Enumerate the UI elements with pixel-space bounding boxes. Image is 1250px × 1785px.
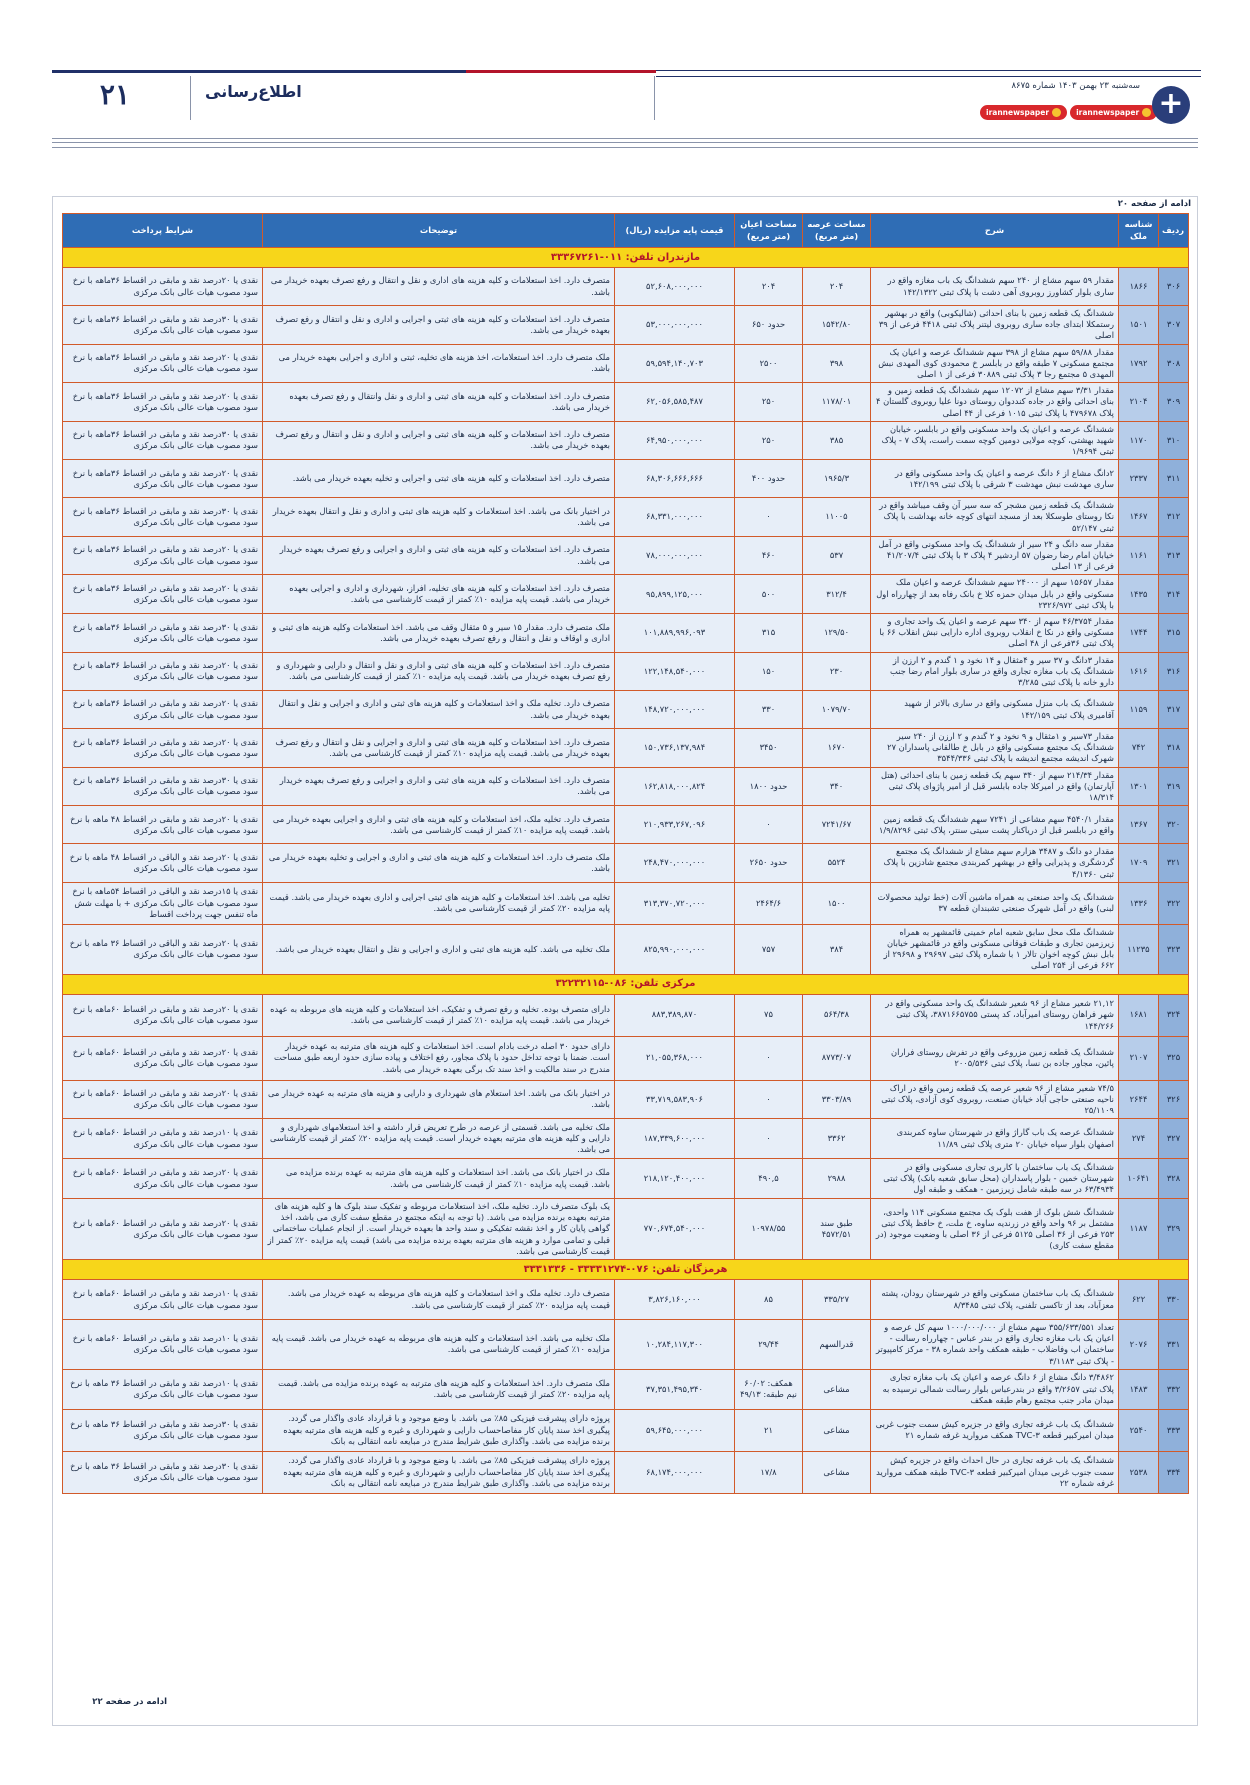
row-number: ۳۱۶ — [1159, 652, 1189, 691]
property-description: ۲دانگ مشاع از ۶ دانگ عرصه و اعیان یک واحد مسکونی واقع در ساری مهدشت نبش مهدشت ۳ شرقی با پلاک ثبتی ۱۴۲/۱۹۹ — [871, 460, 1119, 498]
building-area: ۰ — [735, 1036, 803, 1080]
newspaper-logo-icon: + — [1152, 86, 1190, 124]
payment-terms: نقدی یا ۳۰درصد نقد و مابقی در اقساط ۳۶ ماهه با نرخ سود مصوب هیات عالی بانک مرکزی — [63, 1451, 263, 1493]
row-number: ۳۲۹ — [1159, 1199, 1189, 1260]
table-row — [63, 691, 1189, 729]
building-area: ۱۷/۸ — [735, 1451, 803, 1493]
payment-terms: نقدی یا ۱۵درصد نقد و الباقی در اقساط ۵۴ماهه با نرخ سود مصوب هیات عالی بانک مرکزی + با مهلت شش ماه تنفس جهت پرداخت اقساط — [63, 882, 263, 924]
property-description: ششدانگ یک قطعه زمین مزروعی واقع در تفرش روستای فراران پائین، مجاور جاده بن نسا، پلاک ثبتی ۲۰۰۵/۵۳۶ — [871, 1036, 1119, 1080]
building-area: ۷۵ — [735, 994, 803, 1036]
property-notes: ملک متصرف دارد. اخذ استعلامات و کلیه هزینه های ثبتی و اداری و اجرایی و تخلیه بعهده خریدار می باشد. — [263, 844, 615, 883]
payment-terms: نقدی یا ۲۰درصد نقد و الباقی در اقساط ۴۸ ماهه با نرخ سود مصوب هیات عالی بانک مرکزی — [63, 844, 263, 883]
table-row — [63, 924, 1189, 974]
building-area: همکف: ۶۰/۰۲ نیم طبقه: ۴۹/۱۳ — [735, 1369, 803, 1409]
property-description: ششدانگ شش بلوک از هفت بلوک یک مجتمع مسکونی ۱۱۴ واحدی، مشتمل بر ۹۶ واحد واقع در زرندیه ساوه، خ ملت، خ حافظ پلاک ثبتی ۲۵۳ فرعی از ۳۶ اصلی ۵۱۲۵ فرعی از ۳۶ اصلی با وضعیت موجود (در مقطع سفت کاری) — [871, 1199, 1119, 1260]
property-description: مقدار ۳/۳۱ سهم مشاع از ۱۲۰۷۲ سهم ششدانگ یک قطعه زمین و بنای احداثی واقع در جاده کنددوان روستای دونا علیا روبروی گلستان ۴ پلاک ۴۷۹۶۷۸ با پلاک ثبتی ۱۰۱۵ فرعی از ۴۴ اصلی — [871, 383, 1119, 422]
row-number: ۳۲۵ — [1159, 1036, 1189, 1080]
base-price: ۱۰۱,۸۸۹,۹۹۶,۰۹۳ — [615, 613, 735, 652]
property-notes: متصرف دارد. اخذ استعلامات و کلیه هزینه های ثبتی و اداری و اجرایی و رفع تصرف بعهده خریدار می باشد. — [263, 767, 615, 806]
building-area: ۳۳۰ — [735, 691, 803, 729]
payment-terms: نقدی یا ۲۰درصد نقد و مابقی در اقساط ۶۰ماهه با نرخ سود مصوب هیات عالی بانک مرکزی — [63, 1036, 263, 1080]
property-notes: متصرف دارد. اخذ استعلامات و کلیه هزینه های اداری و نقل و انتقال و رفع تصرف بعهده خریدار می باشد. — [263, 268, 615, 306]
property-description: ششدانگ ملک محل سابق شعبه امام خمینی قائمشهر به همراه زیرزمین تجاری و طبقات فوقانی مسکونی واقع در قائمشهر خیابان بابل نبش کوچه اخوان تالار ۱ با شماره پلاک ثبتی ۲۹۶۹۷ و ۲۹۶۹۸ از ۶۶۲ فرعی از ۲۵۴ اصلی — [871, 924, 1119, 974]
table-row — [63, 613, 1189, 652]
table-row — [63, 536, 1189, 575]
property-id: ۷۴۲ — [1119, 729, 1159, 768]
table-row — [63, 268, 1189, 306]
table-row — [63, 844, 1189, 883]
land-area: ۱۶۷۰ — [803, 729, 871, 768]
row-number: ۳۱۰ — [1159, 421, 1189, 460]
land-area: ۵۵۲۴ — [803, 844, 871, 883]
property-id: ۱۱۷۰ — [1119, 421, 1159, 460]
building-area: ۰ — [735, 1080, 803, 1119]
land-area: ۱۹۶۵/۳ — [803, 460, 871, 498]
property-description: مقدار ۵۹ سهم مشاع از ۲۴۰ سهم ششدانگ یک باب مغازه واقع در ساری بلوار کشاورز روبروی آهی دشت با پلاک ثبتی ۱۴۲/۱۳۲۲ — [871, 268, 1119, 306]
property-id: ۱۴۶۷ — [1119, 498, 1159, 537]
building-area: ۲۵۰ — [735, 383, 803, 422]
table-header — [63, 214, 1189, 248]
building-area: ۰ — [735, 498, 803, 537]
table-row — [63, 1080, 1189, 1119]
property-notes: ملک تخلیه می باشد. قسمتی از عرصه در طرح تعریض قرار داشته و اخذ استعلامهای شهرداری و دارایی و کلیه هزینه های مترتبه بعهده خریدار است. قیمت پایه مزایده ۲۰٪ کمتر از قیمت کارشناسی می باشد. — [263, 1119, 615, 1159]
row-number: ۳۲۱ — [1159, 844, 1189, 883]
row-number: ۳۱۵ — [1159, 613, 1189, 652]
payment-terms: نقدی یا ۳۰درصد نقد و مابقی در اقساط ۳۶ماهه با نرخ سود مصوب هیات عالی بانک مرکزی — [63, 498, 263, 537]
base-price: ۱۰,۲۸۴,۱۱۷,۳۰۰ — [615, 1320, 735, 1370]
building-area: ۸۵ — [735, 1280, 803, 1320]
row-number: ۳۲۰ — [1159, 806, 1189, 844]
land-area: مشاعی — [803, 1369, 871, 1409]
row-number: ۳۰۷ — [1159, 306, 1189, 345]
base-price: ۱۴۸,۷۲۰,۰۰۰,۰۰۰ — [615, 691, 735, 729]
section-title: اطلاع‌رسانی — [205, 82, 302, 101]
property-description: مقدار دو دانگ و ۳۴۸۷ هزارم سهم مشاع از ششدانگ یک مجتمع گردشگری و پذیرایی واقع در بهشهر کمربندی مجتمع شادزین با پلاک ثبتی ۴/۱۳۶۰ — [871, 844, 1119, 883]
property-notes: متصرف دارد. اخذ استعلامات و کلیه هزینه های ثبتی و اداری و اجرایی و نقل و انتقال و رفع تصرف بعهده خریدار می باشد. قیمت پایه مزایده ۱۰٪ کمتر از قیمت کارشناسی می باشد. — [263, 729, 615, 768]
property-id: ۱۴۳۵ — [1119, 575, 1159, 614]
table-row — [63, 806, 1189, 844]
land-area: ۲۹۸۸ — [803, 1159, 871, 1199]
row-number: ۳۱۸ — [1159, 729, 1189, 768]
payment-terms: نقدی یا ۲۰درصد نقد و مابقی در اقساط ۶۰ماهه با نرخ سود مصوب هیات عالی بانک مرکزی — [63, 1080, 263, 1119]
table-row — [63, 994, 1189, 1036]
payment-terms: نقدی یا ۱۰درصد نقد و مابقی در اقساط ۳۶ ماهه با نرخ سود مصوب هیات عالی بانک مرکزی — [63, 1369, 263, 1409]
row-number: ۳۲۴ — [1159, 994, 1189, 1036]
header-rule-left — [52, 70, 466, 73]
property-id: ۱۱۲۳۵ — [1119, 924, 1159, 974]
payment-terms: نقدی یا ۲۰درصد نقد و مابقی در اقساط ۳۶ماهه با نرخ سود مصوب هیات عالی بانک مرکزی — [63, 691, 263, 729]
base-price: ۹۵,۸۹۹,۱۲۵,۰۰۰ — [615, 575, 735, 614]
payment-terms: نقدی یا ۲۰درصد نقد و مابقی در اقساط ۴۸ ماهه با نرخ سود مصوب هیات عالی بانک مرکزی — [63, 806, 263, 844]
row-number: ۳۱۷ — [1159, 691, 1189, 729]
table-row — [63, 1280, 1189, 1320]
property-description: ۷۴/۵ شعیر مشاع از ۹۶ شعیر عرصه یک قطعه زمین واقع در اراک ناحیه صنعتی حاجی آباد خیابان صنعت، روبروی کوی آزادی، پلاک ثبتی ۲۵/۱۱۰۹ — [871, 1080, 1119, 1119]
property-id: ۱۸۶۶ — [1119, 268, 1159, 306]
base-price: ۳۱۳,۳۷۰,۷۲۰,۰۰۰ — [615, 882, 735, 924]
table-row — [63, 1036, 1189, 1080]
row-number: ۳۲۸ — [1159, 1159, 1189, 1199]
property-id: ۲۰۷۶ — [1119, 1320, 1159, 1370]
property-description: مقدار ۱۵۶۵۷ سهم از ۲۴۰۰۰ سهم ششدانگ عرصه و اعیان ملک مسکونی واقع در بابل میدان حمزه کلا خ بانک رفاه بعد از چهارراه اول با پلاک ثبتی ۲۳۲۶/۹۷۲ — [871, 575, 1119, 614]
land-area: مشاعی — [803, 1409, 871, 1451]
property-id: ۱۶۱۶ — [1119, 652, 1159, 691]
base-price: ۶۲,۰۵۶,۵۸۵,۴۸۷ — [615, 383, 735, 422]
property-notes: متصرف دارد. اخذ استعلامات و کلیه هزینه های ثبتی و اداری و اجرایی و رفع تصرف بعهده خریدار می باشد. — [263, 536, 615, 575]
page-number: ۲۱ — [99, 78, 130, 111]
base-price: ۵۳,۰۰۰,۰۰۰,۰۰۰ — [615, 306, 735, 345]
property-description: ششدانگ یک قطعه زمین با بنای احداثی (شالیکوبی) واقع در بهشهر رستمکلا ابتدای جاده ساری روبروی لیتنر پلاک ثبتی ۴۴۱۸ فرعی از ۳۹ اصلی — [871, 306, 1119, 345]
building-area: ۲۵۰ — [735, 421, 803, 460]
property-id: ۲۶۴۴ — [1119, 1080, 1159, 1119]
property-description: ۲۱,۱۲ شعیر مشاع از ۹۶ شعیر ششدانگ یک واحد مسکونی واقع در شهر فراهان روستای امیرآباد، کد پستی ۳۸۷۱۶۶۵۷۵۵، پلاک ثبتی ۱۴۴/۲۶۶ — [871, 994, 1119, 1036]
table-row — [63, 767, 1189, 806]
column-header: شناسه ملک — [1119, 214, 1159, 248]
header-divider — [190, 76, 191, 120]
table-row — [63, 882, 1189, 924]
payment-terms: نقدی یا ۲۰درصد نقد و الباقی در اقساط ۳۶ ماهه با نرخ سود مصوب هیات عالی بانک مرکزی — [63, 924, 263, 974]
building-area: ۲۹/۴۴ — [735, 1320, 803, 1370]
property-description: ششدانگ یک باب ساختمان با کاربری تجاری مسکونی واقع در شهرستان خمین - بلوار پاسداران (محل سابق شعبه بانک) پلاک ثبتی ۶۳/۴۹۳۴ در سه طبقه شامل زیرزمین - همکف و طبقه اول — [871, 1159, 1119, 1199]
property-notes: یک بلوک متصرف دارد. تخلیه ملک، اخذ استعلامات مربوطه و تفکیک سند بلوک ها و کلیه هزینه های مترتبه بعهده برنده مزایده می باشد. (با توجه به اینکه مجتمع در مقطع سفت کاری می باشد، اخذ گواهی پایان کار و اخذ نقشه تفکیکی و سند واحد ها بعهده خریدار است. از انجام عملیات ساختمانی قبلی و تمامی موارد و هزینه های مترتبه بعهده برنده مزایده می باشد) قیمت پایه مزایده ۲۰٪ کمتر از قیمت کارشناسی می باشد. — [263, 1199, 615, 1260]
table-row — [63, 498, 1189, 537]
row-number: ۳۳۳ — [1159, 1409, 1189, 1451]
payment-terms: نقدی یا ۲۰درصد نقد و مابقی در اقساط ۳۶ماهه با نرخ سود مصوب هیات عالی بانک مرکزی — [63, 536, 263, 575]
property-description: ۳/۴۸۶۲ دانگ مشاع از ۶ دانگ عرصه و اعیان یک باب مغازه تجاری پلاک ثبتی ۳/۲۶۵۷ واقع در بندرعباس بلوار رسالت شمالی نرسیده به میدان مادر جنب مجتمع رهام طبقه همکف — [871, 1369, 1119, 1409]
base-price: ۵۹,۵۹۴,۱۴۰,۷۰۳ — [615, 344, 735, 383]
row-number: ۳۰۹ — [1159, 383, 1189, 422]
property-notes: متصرف دارد. تخلیه ملک و اخذ استعلامات و کلیه هزینه های ثبتی و اداری و اجرایی و نقل و انتقال بعهده خریدار می باشد. — [263, 691, 615, 729]
payment-terms: نقدی یا ۲۰درصد نقد و مابقی در اقساط ۶۰ماهه با نرخ سود مصوب هیات عالی بانک مرکزی — [63, 1159, 263, 1199]
table-row — [63, 1159, 1189, 1199]
property-id: ۱۵۰۱ — [1119, 306, 1159, 345]
land-area: ۱۵۰۰ — [803, 882, 871, 924]
land-area: ۱۰۷۹/۷۰ — [803, 691, 871, 729]
property-id: ۱۷۹۲ — [1119, 344, 1159, 383]
property-notes: ملک در اختیار بانک می باشد. اخذ استعلامات و کلیه هزینه های مترتبه به عهده برنده مزایده می باشد. قیمت پایه مزایده ۱۰٪ کمتر از قیمت کارشناسی می باشد. — [263, 1159, 615, 1199]
property-notes: پروژه دارای پیشرفت فیزیکی ۸۵٪ می باشد. با وضع موجود و با قرارداد عادی واگذار می گردد. پیگیری اخذ سند پایان کار مفاصاحساب دارایی و شهرداری و غیره و کلیه هزینه های مترتبه بعهده برنده مزایده می باشد. واگذاری طبق شرایط مندرج در مبایعه نامه انتقالی به بانک — [263, 1409, 615, 1451]
table-row — [63, 1119, 1189, 1159]
property-description: ششدانگ یک باب غرفه تجاری در حال احداث واقع در جزیره کیش سمت جنوب غربی میدان امیرکبیر قطعه TVC-۳ طبقه همکف مروارید غرفه شماره ۲۲ — [871, 1451, 1119, 1493]
row-number: ۳۲۳ — [1159, 924, 1189, 974]
social-link-telegram[interactable]: irannewspaper — [1070, 105, 1157, 120]
land-area: ۳۹۸ — [803, 344, 871, 383]
property-id: ۱۳۰۱ — [1119, 767, 1159, 806]
building-area: ۲۴۶۴/۶ — [735, 882, 803, 924]
property-id: ۱۷۴۴ — [1119, 613, 1159, 652]
payment-terms: نقدی یا ۱۰درصد نقد و مابقی در اقساط ۶۰ماهه با نرخ سود مصوب هیات عالی بانک مرکزی — [63, 1119, 263, 1159]
column-header: مساحت اعیان (متر مربع) — [735, 214, 803, 248]
land-area: ۳۳۶۲ — [803, 1119, 871, 1159]
header-separator — [52, 138, 1198, 148]
building-area: ۵۰۰ — [735, 575, 803, 614]
instagram-icon — [1052, 108, 1061, 117]
auction-table — [62, 213, 1189, 1494]
land-area: ۵۳۷ — [803, 536, 871, 575]
land-area: ۱۱۷۸/۰۱ — [803, 383, 871, 422]
base-price: ۲۴۸,۴۷۰,۰۰۰,۰۰۰ — [615, 844, 735, 883]
property-description: مقدار ۳دانگ و ۳۷ سیر و ۴مثقال و ۱۴ نخود و ۱ گندم و ۲ ارزن از ششدانگ یک باب مغازه تجاری واقع در ساری بلوار امام رضا جنب دارو خانه با پلاک ثبتی ۳/۲۸۵ — [871, 652, 1119, 691]
property-id: ۱۰۶۴۱ — [1119, 1159, 1159, 1199]
column-header: مساحت عرصه (متر مربع) — [803, 214, 871, 248]
property-id: ۲۵۴۰ — [1119, 1409, 1159, 1451]
table-row — [63, 1199, 1189, 1260]
property-notes: دارای متصرف بوده. تخلیه و رفع تصرف و تفکیک، اخذ استعلامات و کلیه هزینه های مربوطه به عهده خریدار می باشد. قیمت پایه مزایده ۱۰٪ کمتر از قیمت کارشناسی می باشد. — [263, 994, 615, 1036]
table-row — [63, 652, 1189, 691]
table-row — [63, 460, 1189, 498]
base-price: ۷۷۰,۶۷۴,۵۴۰,۰۰۰ — [615, 1199, 735, 1260]
land-area: مشاعی — [803, 1451, 871, 1493]
base-price: ۳,۸۲۶,۱۶۰,۰۰۰ — [615, 1280, 735, 1320]
property-description: ششدانگ یک قطعه زمین مشجر که سه سیر آن وقف میباشد واقع در نکا روستای طوسکلا بعد از مسجد انتهای کوچه خانه بهداشت با پلاک ثبتی ۵۲/۱۴۷ — [871, 498, 1119, 537]
land-area: ۱۱۰۰۵ — [803, 498, 871, 537]
row-number: ۳۲۲ — [1159, 882, 1189, 924]
base-price: ۸۲۵,۹۹۰,۰۰۰,۰۰۰ — [615, 924, 735, 974]
property-id: ۲۷۴ — [1119, 1119, 1159, 1159]
property-description: مقدار ۲۱۴/۳۴ سهم از ۳۴۰ سهم یک قطعه زمین با بنای احداثی (هتل آپارتمان) واقع در امیرکلا جاده بابلسر قبل از امیر پاژوای پلاک ثبتی ۱۸/۳۱۴ — [871, 767, 1119, 806]
table-row — [63, 1369, 1189, 1409]
continued-from: ادامه از صفحه ۲۰ — [1117, 199, 1191, 209]
property-id: ۱۳۳۶ — [1119, 882, 1159, 924]
property-id: ۱۳۶۷ — [1119, 806, 1159, 844]
land-area: ۳۱۲/۴ — [803, 575, 871, 614]
property-notes: در اختیار بانک می باشد. اخذ استعلام های شهرداری و دارایی و هزینه های مترتبه به عهده خریدار می باشد. — [263, 1080, 615, 1119]
payment-terms: نقدی یا ۳۰درصد نقد و مابقی در اقساط ۳۶ماهه با نرخ سود مصوب هیات عالی بانک مرکزی — [63, 613, 263, 652]
building-area: ۲۰۴ — [735, 268, 803, 306]
land-area: ۲۰۴ — [803, 268, 871, 306]
property-description: ششدانگ یک باب غرفه تجاری واقع در جزیره کیش سمت جنوب غربی میدان امیرکبیر قطعه TVC-۳ همکف مروارید غرفه شماره ۲۱ — [871, 1409, 1119, 1451]
continued-to: ادامه در صفحه ۲۲ — [92, 1697, 167, 1707]
land-area: ۱۲۹/۵۰ — [803, 613, 871, 652]
social-link-instagram[interactable]: irannewspaper — [980, 105, 1067, 120]
property-description: مقدار ۴۶/۳۷۵۴ سهم از ۳۴۰ سهم عرصه و اعیان یک واحد تجاری و مسکونی واقع در نکا خ انقلاب روبروی اداره دارایی نبش انقلاب ۶۶ با پلاک ثبتی ۳۶فرعی از ۴۸ اصلی — [871, 613, 1119, 652]
property-id: ۲۳۳۷ — [1119, 460, 1159, 498]
row-number: ۳۲۶ — [1159, 1080, 1189, 1119]
province-contact: مازندران تلفن: ۰۱۱-۳۳۳۶۷۲۶۱ — [63, 248, 1189, 268]
land-area: ۱۵۴۲/۸۰ — [803, 306, 871, 345]
property-id: ۲۱۰۴ — [1119, 383, 1159, 422]
property-notes: ملک متصرف دارد. اخذ استعلامات و کلیه هزینه های مترتبه به عهده برنده مزایده می باشد. قیمت پایه مزایده ۲۰٪ کمتر از قیمت کارشناسی می باشد. — [263, 1369, 615, 1409]
property-notes: متصرف دارد. اخذ استعلامات و کلیه هزینه های ثبتی و اداری و نقل و انتقال و دارایی و شهرداری و رفع تصرف بعهده خریدار می باشد. قیمت پایه مزایده ۱۰٪ کمتر از قیمت کارشناسی می باشد. — [263, 652, 615, 691]
issue-date-line: سه‌شنبه ۲۳ بهمن ۱۴۰۳ شماره ۸۶۷۵ — [1011, 81, 1140, 91]
header-rule-right — [656, 70, 1201, 71]
row-number: ۳۱۹ — [1159, 767, 1189, 806]
province-header — [63, 974, 1189, 994]
row-number: ۳۳۰ — [1159, 1280, 1189, 1320]
property-id: ۲۵۳۸ — [1119, 1451, 1159, 1493]
land-area: ۳۸۴ — [803, 924, 871, 974]
payment-terms: نقدی یا ۲۰درصد نقد و مابقی در اقساط ۶۰ماهه با نرخ سود مصوب هیات عالی بانک مرکزی — [63, 994, 263, 1036]
base-price: ۳۷,۳۵۱,۴۹۵,۳۴۰ — [615, 1369, 735, 1409]
payment-terms: نقدی یا ۲۰درصد نقد و مابقی در اقساط ۳۶ماهه با نرخ سود مصوب هیات عالی بانک مرکزی — [63, 268, 263, 306]
building-area: ۷۵۷ — [735, 924, 803, 974]
header-divider-2 — [654, 76, 655, 120]
property-notes: متصرف دارد. اخذ استعلامات و کلیه هزینه های تخلیه، افراز، شهرداری و اداری و اجرایی بعهده خریدار می باشد. قیمت پایه مزایده ۱۰٪ کمتر از قیمت کارشناسی می باشد. — [263, 575, 615, 614]
row-number: ۳۱۳ — [1159, 536, 1189, 575]
base-price: ۲۱۸,۱۲۰,۴۰۰,۰۰۰ — [615, 1159, 735, 1199]
base-price: ۶۸,۱۷۴,۰۰۰,۰۰۰ — [615, 1451, 735, 1493]
row-number: ۳۱۲ — [1159, 498, 1189, 537]
land-area: قدرالسهم — [803, 1320, 871, 1370]
property-description: ششدانگ عرصه و اعیان یک واحد مسکونی واقع در بابلسر، خیابان شهید بهشتی، کوچه مولایی دومین کوچه سمت راست، پلاک ۷ - پلاک ثبتی ۱/۹۶۹۴ — [871, 421, 1119, 460]
building-area: ۳۴۵۰ — [735, 729, 803, 768]
building-area: ۰ — [735, 806, 803, 844]
column-header: توضیحات — [263, 214, 615, 248]
building-area: ۴۶۰ — [735, 536, 803, 575]
property-notes: متصرف دارد. تخلیه ملک، اخذ استعلامات و کلیه هزینه های ثبتی و اداری و اجرایی بعهده خریدار می باشد. قیمت پایه مزایده ۱۰٪ کمتر از قیمت کارشناسی می باشد. — [263, 806, 615, 844]
land-area: ۳۸۵ — [803, 421, 871, 460]
base-price: ۲۱,۰۵۵,۳۶۸,۰۰۰ — [615, 1036, 735, 1080]
province-contact: مرکزی تلفن: ۰۸۶-۳۲۲۳۲۱۱۵ — [63, 974, 1189, 994]
base-price: ۸۸۳,۳۸۹,۸۷۰ — [615, 994, 735, 1036]
property-notes: تخلیه می باشد. اخذ استعلامات و کلیه هزینه های ثبتی اجرایی و اداری بعهده خریدار می باشد. قیمت پایه مزایده ۲۰٪ کمتر از قیمت کارشناسی می باشد. — [263, 882, 615, 924]
property-description: ششدانگ یک باب ساختمان مسکونی واقع در شهرستان رودان، پشته معزآباد، بعد از تاکسی تلفنی، پلاک ثبتی ۸/۳۴۸۵ — [871, 1280, 1119, 1320]
payment-terms: نقدی یا ۲۰درصد نقد و مابقی در اقساط ۳۶ماهه با نرخ سود مصوب هیات عالی بانک مرکزی — [63, 652, 263, 691]
province-header — [63, 248, 1189, 268]
header-rule-accent — [466, 70, 656, 73]
building-area: ۲۱ — [735, 1409, 803, 1451]
property-description: مقدار ۴۵۴۰/۱ سهم مشاعی از ۷۲۴۱ سهم ششدانگ یک قطعه زمین واقع در بابلسر قبل از دریاکنار پشت سیتی سنتر، پلاک ثبتی ۱/۹/۸۲۹۶ — [871, 806, 1119, 844]
building-area: ۱۵۰ — [735, 652, 803, 691]
property-notes: متصرف دارد. اخذ استعلامات و کلیه هزینه های ثبتی و اجرایی و اداری و نقل و انتقال و رفع تصرف بعهده خریدار می باشد. — [263, 421, 615, 460]
land-area: ۸۷۷۳/۰۷ — [803, 1036, 871, 1080]
payment-terms: نقدی یا ۳۰درصد نقد و مابقی در اقساط ۳۶ ماهه با نرخ سود مصوب هیات عالی بانک مرکزی — [63, 1409, 263, 1451]
property-description: ششدانگ عرصه یک باب گاراژ واقع در شهرستان ساوه کمربندی اصفهان بلوار سپاه خیابان ۲۰ متری پلاک ثبتی ۱۱/۸۹ — [871, 1119, 1119, 1159]
column-header: ردیف — [1159, 214, 1189, 248]
telegram-icon — [1142, 108, 1151, 117]
base-price: ۷۸,۰۰۰,۰۰۰,۰۰۰ — [615, 536, 735, 575]
base-price: ۱۶۲,۸۱۸,۰۰۰,۸۲۴ — [615, 767, 735, 806]
property-id: ۲۱۰۷ — [1119, 1036, 1159, 1080]
property-description: مقدار سه دانگ و ۲۴ سیر از ششدانگ یک واحد مسکونی واقع در آمل خیابان امام رضا رضوان ۵۷ اردشیر ۴ پلاک ۳ با پلاک ثبتی ۴۱/۲۰۷/۴ فرعی از ۱۳ اصلی — [871, 536, 1119, 575]
header-rule-right-2 — [656, 76, 1201, 77]
building-area: حدود ۴۰۰ — [735, 460, 803, 498]
property-notes: متصرف دارد. اخذ استعلامات و کلیه هزینه های ثبتی و اجرایی و تخلیه بعهده خریدار می باشد. — [263, 460, 615, 498]
base-price: ۱۸۷,۳۳۹,۶۰۰,۰۰۰ — [615, 1119, 735, 1159]
property-notes: متصرف دارد. تخلیه ملک و اخذ استعلامات و کلیه هزینه های مربوطه به عهده خریدار می باشد. قیمت پایه مزایده ۲۰٪ کمتر از قیمت کارشناسی می باشد. — [263, 1280, 615, 1320]
land-area: ۳۴۰ — [803, 767, 871, 806]
property-description: مقدار ۷۳سیر و ۱مثقال و ۹ نخود و ۲ گندم و ۲ ارزن از ۲۴۰ سیر ششدانگ یک مجتمع مسکونی واقع در بابل خ طالقانی پاسداران ۲۷ شهرک اندیشه مجتمع اندیشه با پلاک ثبتی ۳۵۴۴/۳۳۶ — [871, 729, 1119, 768]
property-notes: ملک متصرف دارد. مقدار ۱۵ سیر و ۵ مثقال وقف می باشد. اخذ استعلامات وکلیه هزینه های ثبتی و اداری و اوقاف و نقل و انتقال و رفع تصرف بعهده خریدار می باشد. — [263, 613, 615, 652]
province-header — [63, 1260, 1189, 1280]
base-price: ۶۸,۳۰۶,۶۶۶,۶۶۶ — [615, 460, 735, 498]
building-area: ۲۵۰۰ — [735, 344, 803, 383]
property-notes: پروژه دارای پیشرفت فیزیکی ۸۵٪ می باشد. با وضع موجود و با قرارداد عادی واگذار می گردد. پیگیری اخذ سند پایان کار مفاصاحساب دارایی و شهرداری و غیره و کلیه هزینه های مترتبه بعهده برنده مزایده می باشد. واگذاری طبق شرایط مندرج در مبایعه نامه انتقالی به بانک — [263, 1451, 615, 1493]
base-price: ۳۳,۷۱۹,۵۸۳,۹۰۶ — [615, 1080, 735, 1119]
table-row — [63, 1451, 1189, 1493]
base-price: ۵۹,۶۴۵,۰۰۰,۰۰۰ — [615, 1409, 735, 1451]
property-id: ۱۱۸۷ — [1119, 1199, 1159, 1260]
land-area: ۵۶۴/۳۸ — [803, 994, 871, 1036]
property-notes: متصرف دارد. اخذ استعلامات و کلیه هزینه های ثبتی و اداری و نقل وانتقال و رفع تصرف بعهده خریدار می باشد. — [263, 383, 615, 422]
building-area: ۱۰۹۷۸/۵۵ — [735, 1199, 803, 1260]
column-header: شرایط پرداخت — [63, 214, 263, 248]
payment-terms: نقدی یا ۲۰درصد نقد و مابقی در اقساط ۳۶ماهه با نرخ سود مصوب هیات عالی بانک مرکزی — [63, 344, 263, 383]
table-row — [63, 1409, 1189, 1451]
base-price: ۱۵۰,۷۳۶,۱۳۷,۹۸۴ — [615, 729, 735, 768]
property-notes: متصرف دارد. اخذ استعلامات و کلیه هزینه های ثبتی و اجرایی و اداری و نقل و انتقال و رفع تصرف بعهده خریدار می باشد. — [263, 306, 615, 345]
base-price: ۲۱۰,۹۳۳,۲۶۷,۰۹۶ — [615, 806, 735, 844]
property-id: ۱۴۸۳ — [1119, 1369, 1159, 1409]
row-number: ۳۱۱ — [1159, 460, 1189, 498]
province-contact: هرمزگان تلفن: ۰۷۶-۳۳۳۳۱۲۷۴ - ۳۳۳۱۳۳۶ — [63, 1260, 1189, 1280]
payment-terms: نقدی یا ۲۰درصد نقد و مابقی در اقساط ۳۶ماهه با نرخ سود مصوب هیات عالی بانک مرکزی — [63, 729, 263, 768]
property-description: تعداد ۳۵۵/۶۳۳/۵۵۱ سهم مشاع از ۱۰۰۰/۰۰۰/۰۰۰ سهم کل عرصه و اعیان یک باب مغازه تجاری واقع در بندر عباس - چهارراه رسالت - ساختمان اب وفاضلاب - طبقه همکف واحد شماره ۳۸ - مرکز کامپیوتر - پلاک ثبتی ۳/۱۱۸۳ — [871, 1320, 1119, 1370]
table-row — [63, 575, 1189, 614]
property-description: مقدار ۵۹/۸۸ سهم مشاع از ۳۹۸ سهم ششدانگ عرصه و اعیان یک مجتمع مسکونی ۷ طبقه واقع در بابلسر خ محمودی کوی المهدی نبش المهدی ۵ مجتمع رجا ۳ پلاک ثبتی ۳۰۸۸۹ فرعی از ۱ اصلی — [871, 344, 1119, 383]
table-row — [63, 383, 1189, 422]
property-notes: ملک متصرف دارد. اخذ استعلامات، اخذ هزینه های تخلیه، ثبتی و اداری و اجرایی بعهده خریدار می باشد. — [263, 344, 615, 383]
table-row — [63, 1320, 1189, 1370]
payment-terms: نقدی یا ۲۰درصد نقد و مابقی در اقساط ۳۶ماهه با نرخ سود مصوب هیات عالی بانک مرکزی — [63, 460, 263, 498]
payment-terms: نقدی یا ۱۰درصد نقد و مابقی در اقساط ۶۰ماهه با نرخ سود مصوب هیات عالی بانک مرکزی — [63, 1320, 263, 1370]
table-row — [63, 344, 1189, 383]
payment-terms: نقدی یا ۱۰درصد نقد و مابقی در اقساط ۶۰ماهه با نرخ سود مصوب هیات عالی بانک مرکزی — [63, 1280, 263, 1320]
building-area: حدود ۶۵۰ — [735, 306, 803, 345]
row-number: ۳۳۱ — [1159, 1320, 1189, 1370]
row-number: ۳۰۸ — [1159, 344, 1189, 383]
property-id: ۶۲۲ — [1119, 1280, 1159, 1320]
property-notes: دارای حدود ۳۰ اصله درخت بادام است. اخذ استعلامات و کلیه هزینه های مترتبه به عهده خریدار است. ضمنا با توجه تداخل حدود با پلاک مجاور، رفع اختلاف و پیاده سازی حدود اربعه طبق مساحت مندرج در سند مالکیت و اخذ سند تک برگی بعهده خریدار می باشد. — [263, 1036, 615, 1080]
auction-notice — [52, 196, 1198, 1726]
base-price: ۶۸,۳۳۱,۰۰۰,۰۰۰ — [615, 498, 735, 537]
property-id: ۱۱۶۱ — [1119, 536, 1159, 575]
base-price: ۵۲,۶۰۸,۰۰۰,۰۰۰ — [615, 268, 735, 306]
property-description: ششدانگ یک باب منزل مسکونی واقع در ساری بالاتر از شهید آقامیری پلاک ثبتی ۱۴۲/۱۵۹ — [871, 691, 1119, 729]
building-area: ۰ — [735, 1119, 803, 1159]
table-row — [63, 306, 1189, 345]
building-area: ۳۱۵ — [735, 613, 803, 652]
property-id: ۱۷۰۹ — [1119, 844, 1159, 883]
payment-terms: نقدی یا ۳۰درصد نقد و مابقی در اقساط ۳۶ماهه با نرخ سود مصوب هیات عالی بانک مرکزی — [63, 421, 263, 460]
property-notes: ملک تخلیه می باشد. کلیه هزینه های ثبتی و اداری و اجرایی و نقل و انتقال بعهده خریدار می باشد. — [263, 924, 615, 974]
payment-terms: نقدی یا ۲۰درصد نقد و مابقی در اقساط ۳۶ماهه با نرخ سود مصوب هیات عالی بانک مرکزی — [63, 383, 263, 422]
property-notes: در اختیار بانک می باشد. اخذ استعلامات و کلیه هزینه های ثبتی و اداری و نقل و انتقال بعهده خریدار می باشد. — [263, 498, 615, 537]
property-id: ۱۶۸۱ — [1119, 994, 1159, 1036]
building-area: حدود ۲۶۵۰ — [735, 844, 803, 883]
building-area: حدود ۱۸۰۰ — [735, 767, 803, 806]
payment-terms: نقدی یا ۳۰درصد نقد و مابقی در اقساط ۳۶ماهه با نرخ سود مصوب هیات عالی بانک مرکزی — [63, 767, 263, 806]
payment-terms: نقدی یا ۲۰درصد نقد و مابقی در اقساط ۶۰ماهه با نرخ سود مصوب هیات عالی بانک مرکزی — [63, 1199, 263, 1260]
column-header: شرح — [871, 214, 1119, 248]
land-area: طبق سند ۴۵۷۲/۵۱ — [803, 1199, 871, 1260]
property-id: ۱۱۵۹ — [1119, 691, 1159, 729]
social-links — [980, 105, 1140, 120]
building-area: ۴۹۰,۵ — [735, 1159, 803, 1199]
table-row — [63, 421, 1189, 460]
row-number: ۳۰۶ — [1159, 268, 1189, 306]
payment-terms: نقدی یا ۲۰درصد نقد و مابقی در اقساط ۳۶ماهه با نرخ سود مصوب هیات عالی بانک مرکزی — [63, 575, 263, 614]
row-number: ۳۲۷ — [1159, 1119, 1189, 1159]
table-row — [63, 729, 1189, 768]
row-number: ۳۳۲ — [1159, 1369, 1189, 1409]
base-price: ۱۲۲,۱۴۸,۵۴۰,۰۰۰ — [615, 652, 735, 691]
land-area: ۳۳۵/۲۷ — [803, 1280, 871, 1320]
land-area: ۷۲۴۱/۶۷ — [803, 806, 871, 844]
land-area: ۳۳۰۳/۸۹ — [803, 1080, 871, 1119]
base-price: ۶۴,۹۵۰,۰۰۰,۰۰۰ — [615, 421, 735, 460]
property-notes: ملک تخلیه می باشد. اخذ استعلامات و کلیه هزینه های مربوطه به عهده خریدار می باشد. قیمت پایه مزایده ۱۰٪ کمتر از قیمت کارشناسی می باشد. — [263, 1320, 615, 1370]
column-header: قیمت پایه مزایده (ریال) — [615, 214, 735, 248]
property-description: ششدانگ یک واحد صنعتی به همراه ماشین آلات (خط تولید محصولات لبنی) واقع در آمل شهرک صنعتی تشبندان قطعه ۳۷ — [871, 882, 1119, 924]
row-number: ۳۳۴ — [1159, 1451, 1189, 1493]
payment-terms: نقدی یا ۳۰درصد نقد و مابقی در اقساط ۳۶ماهه با نرخ سود مصوب هیات عالی بانک مرکزی — [63, 306, 263, 345]
row-number: ۳۱۴ — [1159, 575, 1189, 614]
land-area: ۲۳۰ — [803, 652, 871, 691]
